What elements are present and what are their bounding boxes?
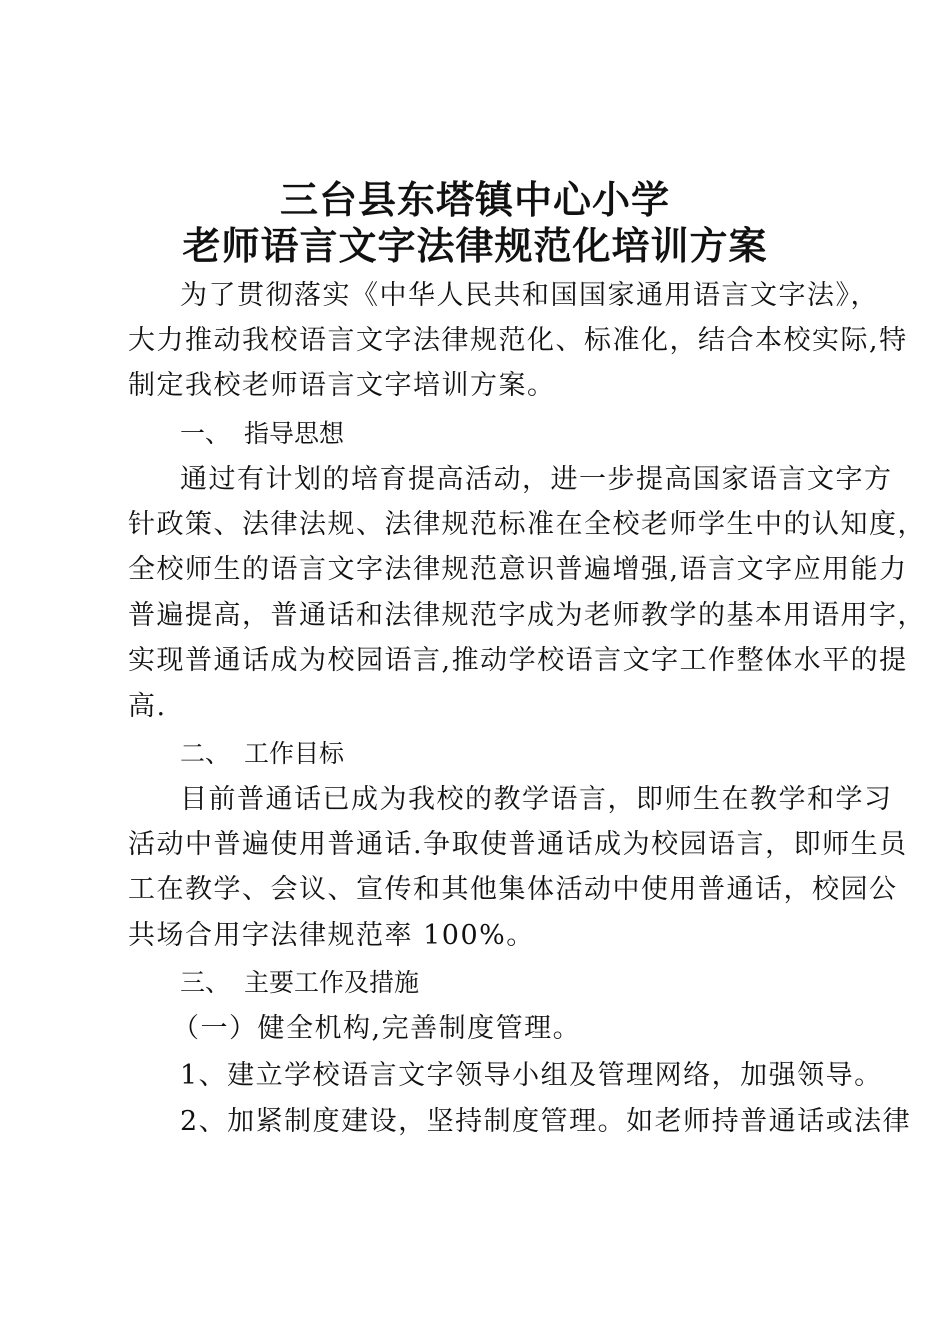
section1-line-5: 实现普通话成为校园语言,推动学校语言文字工作整体水平的提 xyxy=(128,645,908,676)
section3-item-2: 2、加紧制度建设，坚持制度管理。如老师持普通话或法律 xyxy=(180,1106,912,1137)
section1-line-3: 全校师生的语言文字法律规范意识普遍增强,语言文字应用能力 xyxy=(128,554,908,585)
subsection-heading-1: （一）健全机构,完善制度管理。 xyxy=(172,1013,582,1044)
section-heading-1 xyxy=(180,417,344,451)
section1-line-6: 高. xyxy=(128,691,167,722)
document-title-line-2: 老师语言文字法律规范化培训方案 xyxy=(182,224,768,268)
section-number: 二、 xyxy=(180,739,231,768)
section-heading-3 xyxy=(180,966,419,1000)
section-title: 指导思想 xyxy=(244,419,345,448)
section2-line-2: 活动中普遍使用普通话.争取使普通话成为校园语言，即师生员 xyxy=(128,829,908,860)
section-heading-2 xyxy=(180,737,344,771)
document-title-line-1: 三台县东塔镇中心小学 xyxy=(279,178,670,222)
section1-line-2: 针政策、法律法规、法律规范标准在全校老师学生中的认知度， xyxy=(128,509,926,540)
section-number: 三、 xyxy=(180,968,231,997)
section-title: 主要工作及措施 xyxy=(244,968,420,997)
intro-line-1: 为了贯彻落实《中华人民共和国国家通用语言文字法》， xyxy=(180,280,879,311)
section-number: 一、 xyxy=(180,419,231,448)
section3-item-1: 1、建立学校语言文字领导小组及管理网络，加强领导。 xyxy=(180,1060,883,1091)
section2-line-3: 工在教学、会议、宣传和其他集体活动中使用普通话，校园公 xyxy=(128,874,898,905)
section2-line-4: 共场合用字法律规范率 100%。 xyxy=(128,920,535,951)
intro-line-2: 大力推动我校语言文字法律规范化、标准化，结合本校实际,特 xyxy=(128,325,908,356)
section-title: 工作目标 xyxy=(244,739,345,768)
section2-line-1: 目前普通话已成为我校的教学语言，即师生在教学和学习 xyxy=(180,784,893,815)
section1-line-1: 通过有计划的培育提高活动，进一步提高国家语言文字方 xyxy=(180,464,893,495)
section1-line-4: 普遍提高，普通话和法律规范字成为老师教学的基本用语用字， xyxy=(128,600,926,631)
intro-line-3: 制定我校老师语言文字培训方案。 xyxy=(128,370,556,401)
